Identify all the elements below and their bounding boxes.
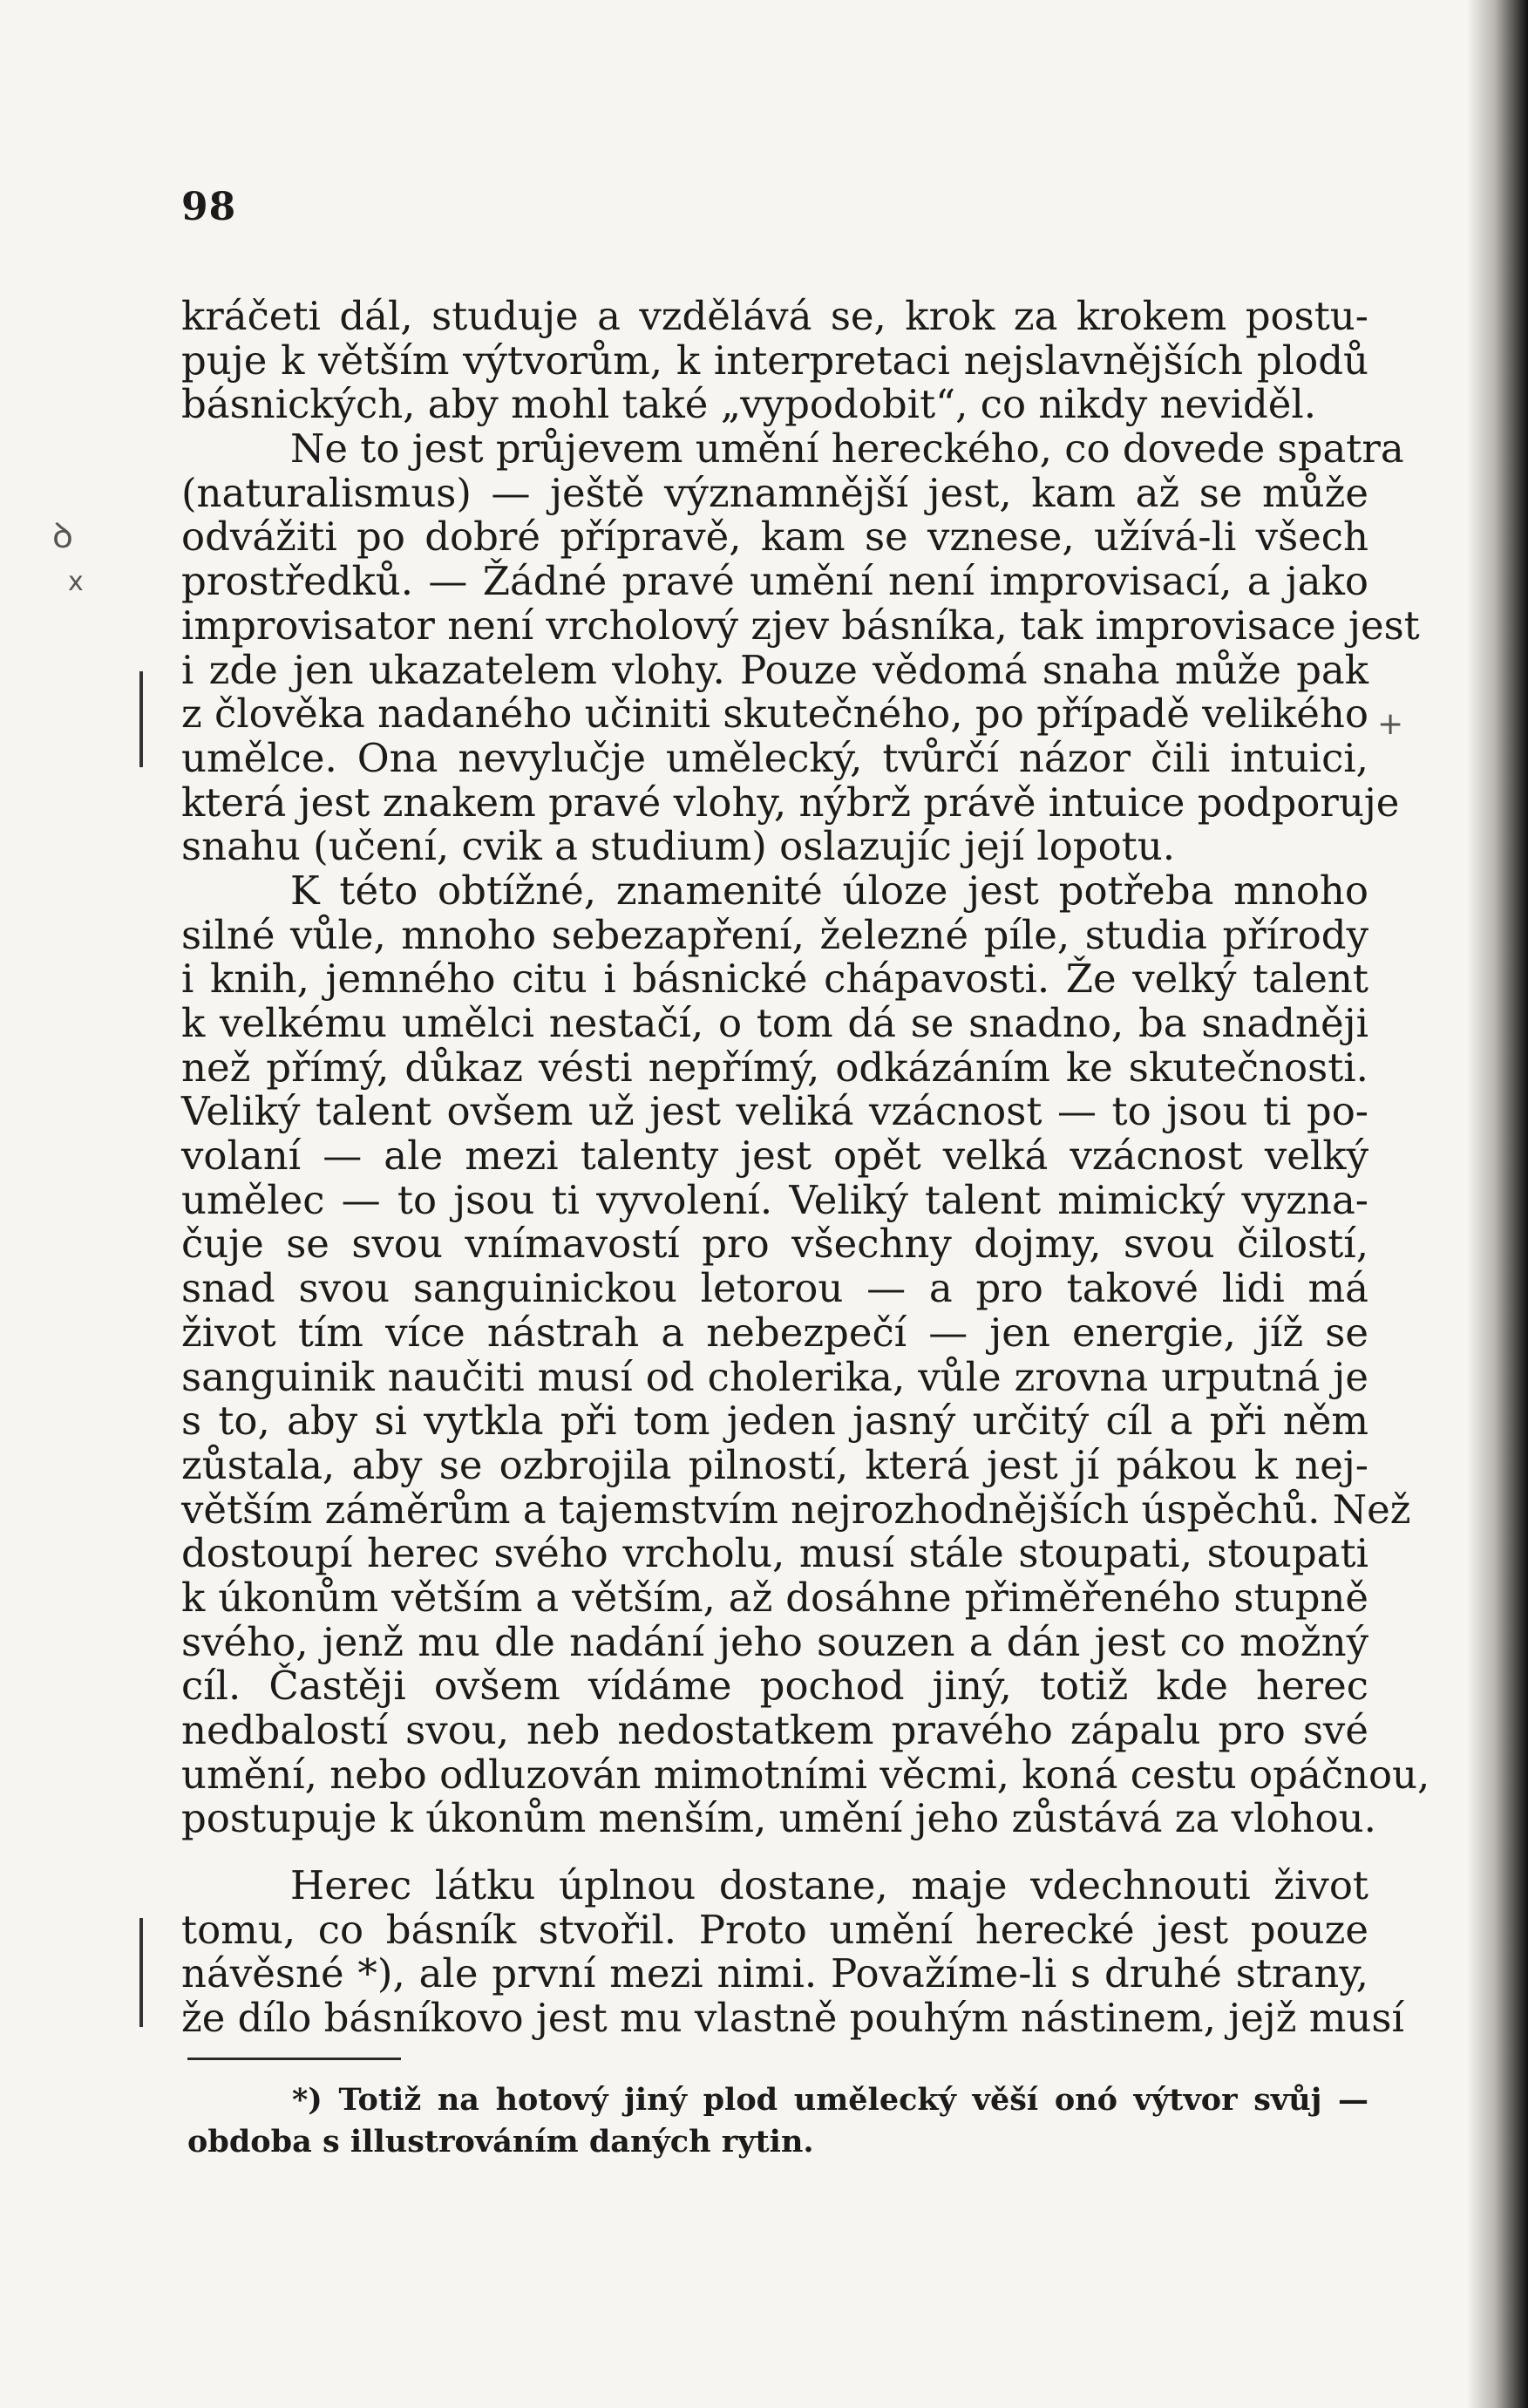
text-line: Herec látku úplnou dostane, maje vdechnouti život bbox=[290, 1862, 1368, 1909]
paragraph-gap bbox=[181, 1841, 1368, 1864]
text-line: volaní — ale mezi talenty jest opět velká vzácnost velký bbox=[181, 1133, 1368, 1180]
footnote-separator bbox=[187, 2058, 401, 2060]
margin-bracket-left bbox=[139, 1918, 143, 2027]
page-gutter-shadow bbox=[1467, 0, 1528, 2408]
text-line: život tím více nástrah a nebezpečí — jen energie, jíž se bbox=[181, 1309, 1368, 1356]
text-line: tomu, co básník stvořil. Proto umění herecké jest pouze bbox=[181, 1906, 1368, 1953]
text-line: k úkonům větším a větším, až dosáhne přiměřeného stupně bbox=[181, 1574, 1368, 1621]
text-line: návěsné *), ale první mezi nimi. Považíme-li s druhé strany, bbox=[181, 1950, 1368, 1997]
text-line: nedbalostí svou, neb nedostatkem pravého zápalu pro své bbox=[181, 1707, 1368, 1753]
text-line: která jest znakem pravé vlohy, nýbrž právě intuice podporuje bbox=[181, 779, 1400, 826]
text-line: že dílo básníkovo jest mu vlastně pouhým nástinem, jejž musí bbox=[181, 1995, 1404, 2042]
text-line: dostoupí herec svého vrcholu, musí stále stoupati, stoupati bbox=[181, 1530, 1368, 1577]
text-line: větším záměrům a tajemstvím nejrozhodnějších úspěchů. Než bbox=[181, 1486, 1411, 1533]
footnote-line: *) Totiž na hotový jiný plod umělecký věší onó výtvor svůj — bbox=[292, 2082, 1368, 2118]
text-line: básnických, aby mohl také „vypodobit“, co nikdy neviděl. bbox=[181, 381, 1317, 428]
footnote-line: obdoba s illustrováním daných rytin. bbox=[187, 2124, 814, 2160]
text-line: silné vůle, mnoho sebezapření, železné píle, studia přírody bbox=[181, 911, 1368, 958]
text-line: k velkému umělci nestačí, o tom dá se snadno, ba snadněji bbox=[181, 1000, 1368, 1046]
text-line: odvážiti po dobré přípravě, kam se vznese, užívá-li všech bbox=[181, 514, 1368, 561]
footnote bbox=[187, 2079, 1368, 2163]
text-line: i zde jen ukazatelem vlohy. Pouze vědomá snaha může pak bbox=[181, 646, 1368, 693]
text-line: sanguinik naučiti musí od cholerika, vůle zrovna urputná je bbox=[181, 1353, 1368, 1400]
text-line: Veliký talent ovšem už jest veliká vzácnost — to jsou ti po- bbox=[181, 1088, 1368, 1135]
text-line: snahu (učení, cvik a studium) oslazujíc její lopotu. bbox=[181, 823, 1176, 870]
page-number: 98 bbox=[181, 185, 237, 229]
margin-mark-left: ꝺ bbox=[52, 516, 73, 556]
text-line: puje k větším výtvorům, k interpretaci nejslavnějších plodů bbox=[181, 337, 1368, 384]
text-line: umění, nebo odluzován mimotními věcmi, koná cestu opáčnou, bbox=[181, 1751, 1430, 1798]
text-line: i knih, jemného citu i básnické chápavosti. Že velký talent bbox=[181, 956, 1368, 1003]
text-line: umělec — to jsou ti vyvolení. Veliký talent mimický vyzna- bbox=[181, 1176, 1368, 1223]
text-line: K této obtížné, znamenité úloze jest potřeba mnoho bbox=[290, 867, 1368, 914]
text-line: snad svou sanguinickou letorou — a pro takové lidi má bbox=[181, 1265, 1368, 1312]
text-line: postupuje k úkonům menším, umění jeho zůstává za vlohou. bbox=[181, 1795, 1376, 1842]
text-line: Ne to jest průjevem umění hereckého, co dovede spatra bbox=[290, 425, 1404, 473]
text-line: zůstala, aby se ozbrojila pilností, která jest jí pákou k nej- bbox=[181, 1441, 1368, 1488]
body-text bbox=[181, 293, 1430, 2042]
text-line: prostředků. — Žádné pravé umění není improvisací, a jako bbox=[181, 558, 1368, 605]
margin-bracket-left bbox=[139, 671, 143, 767]
text-line: z člověka nadaného učiniti skutečného, po případě velikého bbox=[181, 690, 1368, 738]
text-line: cíl. Častěji ovšem vídáme pochod jiný, totiž kde herec bbox=[181, 1663, 1368, 1710]
text-line: improvisator není vrcholový zjev básníka, tak improvisace jest bbox=[181, 602, 1420, 649]
text-line: čuje se svou vnímavostí pro všechny dojmy, svou čilostí, bbox=[181, 1221, 1368, 1268]
text-line: umělce. Ona nevylučje umělecký, tvůrčí názor čili intuici, bbox=[181, 734, 1368, 781]
text-line: než přímý, důkaz vésti nepřímý, odkázáním ke skutečnosti. bbox=[181, 1044, 1368, 1091]
text-line: svého, jenž mu dle nadání jeho souzen a dán jest co možný bbox=[181, 1618, 1368, 1665]
margin-mark-right: + bbox=[1377, 706, 1404, 742]
text-line: s to, aby si vytkla při tom jeden jasný určitý cíl a při něm bbox=[181, 1398, 1368, 1445]
text-line: kráčeti dál, studuje a vzdělává se, krok za krokem postu- bbox=[181, 293, 1368, 339]
text-line: (naturalismus) — ještě významnější jest, kam až se může bbox=[181, 469, 1368, 516]
margin-mark-left: x bbox=[68, 567, 84, 597]
